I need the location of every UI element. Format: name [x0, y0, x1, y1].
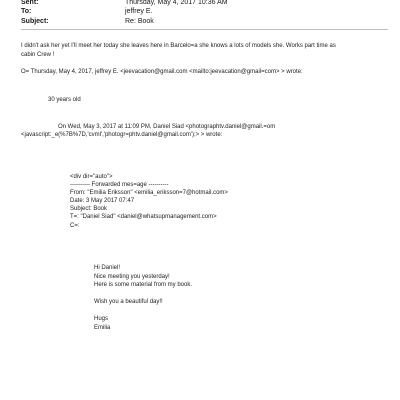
quote-2-header-line-1: On Wed, May 3, 2017 at 11:09 PM, Daniel Siad <photographtv.daniel@gmail.=om [58, 124, 276, 130]
fwd-div-tag: <div dir="auto"> [70, 174, 113, 180]
body-line-1: I didn't ask her yet I'll meet her today she leaves here in Barcelo=a she knows a lots of models she. Works part time as [21, 43, 336, 49]
subject-label: Subject: [21, 18, 49, 25]
quote-1-header: O= Thursday, May 4, 2017, jeffrey E. <jeevacation@gmail.com <mailto:jeevacation@gmail=com> > wrote: [21, 69, 303, 75]
header-sent-row [21, 0, 228, 7]
fwd-to: T=: "Daniel Siad" <daniel@whatsupmanagement.com> [70, 214, 217, 220]
header-to-row [21, 7, 153, 16]
message-line-4: Wish you a beautiful day!! [94, 299, 163, 305]
header-subject-row [21, 17, 154, 26]
body-line-2: cabin Crew ! [21, 52, 55, 58]
quote-2-header-line-2: <javascript:_e(%7B%7D,'cvml','photogr=phtv.daniel@gmail.com');> > wrote: [21, 132, 223, 138]
fwd-from: From: "Emilia Eriksson" <emilia_eriksson=7@hotmail.com> [70, 190, 228, 196]
message-signature: Emilia [94, 325, 111, 331]
subject-value: Re: Book [125, 18, 154, 25]
to-value: jeffrey E. [125, 8, 153, 15]
sent-label: Sent: [21, 0, 39, 6]
sent-value: Thursday, May 4, 2017 10:36 AM [125, 0, 228, 6]
message-line-2: Nice meeting you yesterday! [94, 274, 170, 280]
fwd-date: Date: 3 May 2017 07:47 [70, 198, 135, 204]
message-line-3: Here is some material from my book. [94, 282, 193, 288]
fwd-header: ---------- Forwarded mes=age ---------- [70, 182, 169, 188]
fwd-subject: Subject: Book [70, 206, 108, 212]
header-divider [21, 29, 388, 30]
message-greeting: Hi Daniel! [94, 265, 121, 271]
message-sign-off: Hugs [94, 316, 109, 322]
to-label: To: [21, 8, 32, 15]
fwd-cc: C=: [70, 223, 80, 229]
quote-1-text: 30 years old [48, 97, 81, 103]
